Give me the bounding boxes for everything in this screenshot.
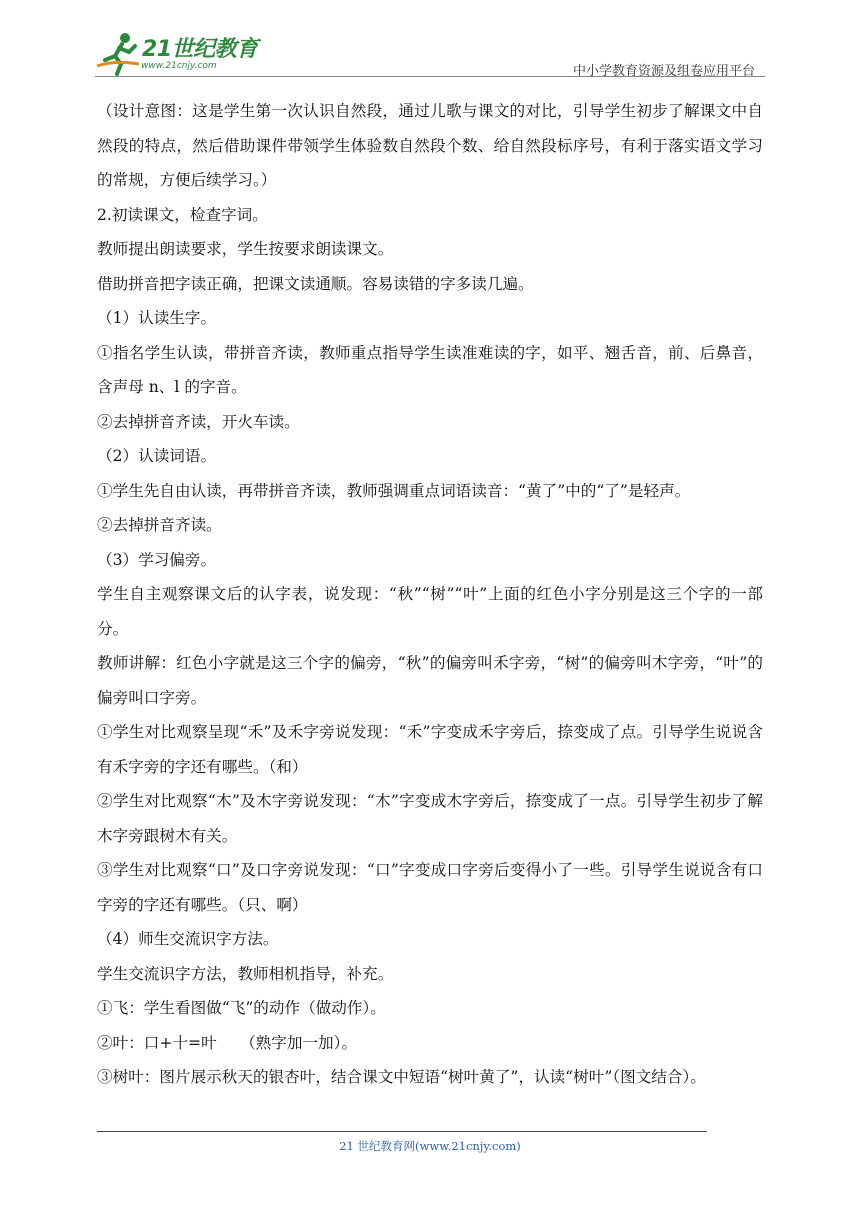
paragraph: ②学生对比观察“木”及木字旁说发现：“木”字变成木字旁后，捺变成了一点。引导学生初步了解木字旁跟树木有关。: [97, 792, 763, 845]
paragraph: 学生交流识字方法，教师相机指导，补充。: [97, 964, 394, 983]
paragraph: （设计意图：这是学生第一次认识自然段，通过儿歌与课文的对比，引导学生初步了解课文中自然段的特点，然后借助课件带领学生体验数自然段个数、给自然段标序号，有利于落实语文学习的常规，方便后续学习。）: [97, 102, 763, 189]
paragraph: 教师提出朗读要求，学生按要求朗读课文。: [97, 240, 394, 258]
paragraph: ①学生对比观察呈现“禾”及禾字旁说发现：“禾”字变成禾字旁后，捺变成了点。引导学生说说含有禾字旁的字还有哪些。（和）: [97, 723, 763, 776]
paragraph: ③树叶：图片展示秋天的银杏叶，结合课文中短语“树叶黄了”，认读“树叶”（图文结合）。: [97, 1068, 706, 1086]
paragraph: 2.初读课文，检查字词。: [97, 205, 268, 224]
paragraph: （4）师生交流识字方法。: [97, 930, 279, 948]
paragraph: 教师讲解：红色小字就是这三个字的偏旁，“秋”的偏旁叫禾字旁，“树”的偏旁叫木字旁，“叶”的偏旁叫口字旁。: [97, 654, 763, 707]
paragraph: ②叶：口+十=叶 （熟字加一加）。: [97, 1033, 358, 1052]
paragraph: ②去掉拼音齐读。: [97, 516, 222, 534]
logo-url: www.21cnjy.com: [141, 61, 217, 71]
paragraph: 学生自主观察课文后的认字表，说发现：“秋”“树”“叶”上面的红色小字分别是这三个字的一部分。: [97, 585, 763, 638]
paragraph: 借助拼音把字读正确，把课文读通顺。容易读错的字多读几遍。: [97, 274, 534, 293]
paragraph: （3）学习偏旁。: [97, 550, 217, 569]
platform-label: 中小学教育资源及组卷应用平台: [572, 64, 755, 79]
paragraph: （2）认读词语。: [97, 447, 217, 465]
footer-divider: [97, 1131, 707, 1132]
header-divider: [95, 76, 765, 77]
paragraph: ③学生对比观察“口”及口字旁说发现：“口”字变成口字旁后变得小了一些。引导学生说说含有口字旁的字还有哪些。（只、啊）: [97, 861, 763, 914]
paragraph: ①学生先自由认读，再带拼音齐读，教师强调重点词语读音：“黄了”中的“了”是轻声。: [97, 481, 691, 500]
paragraph: ②去掉拼音齐读，开火车读。: [97, 412, 300, 431]
footer-text[interactable]: 21 世纪教育网(www.21cnjy.com): [339, 1139, 521, 1153]
paragraph: （1）认读生字。: [97, 309, 217, 327]
document-body: [97, 94, 763, 1095]
page-header: [95, 30, 765, 78]
paragraph: ①指名学生认读，带拼音齐读，教师重点指导学生读准难读的字，如平、翘舌音，前、后鼻音，含声母 n、l 的字音。: [97, 343, 763, 396]
logo-text: 21世纪教育: [142, 37, 258, 62]
paragraph: ①飞：学生看图做“飞”的动作（做动作）。: [97, 999, 386, 1017]
runner-logo-icon: [95, 30, 143, 76]
logo: [95, 30, 265, 76]
